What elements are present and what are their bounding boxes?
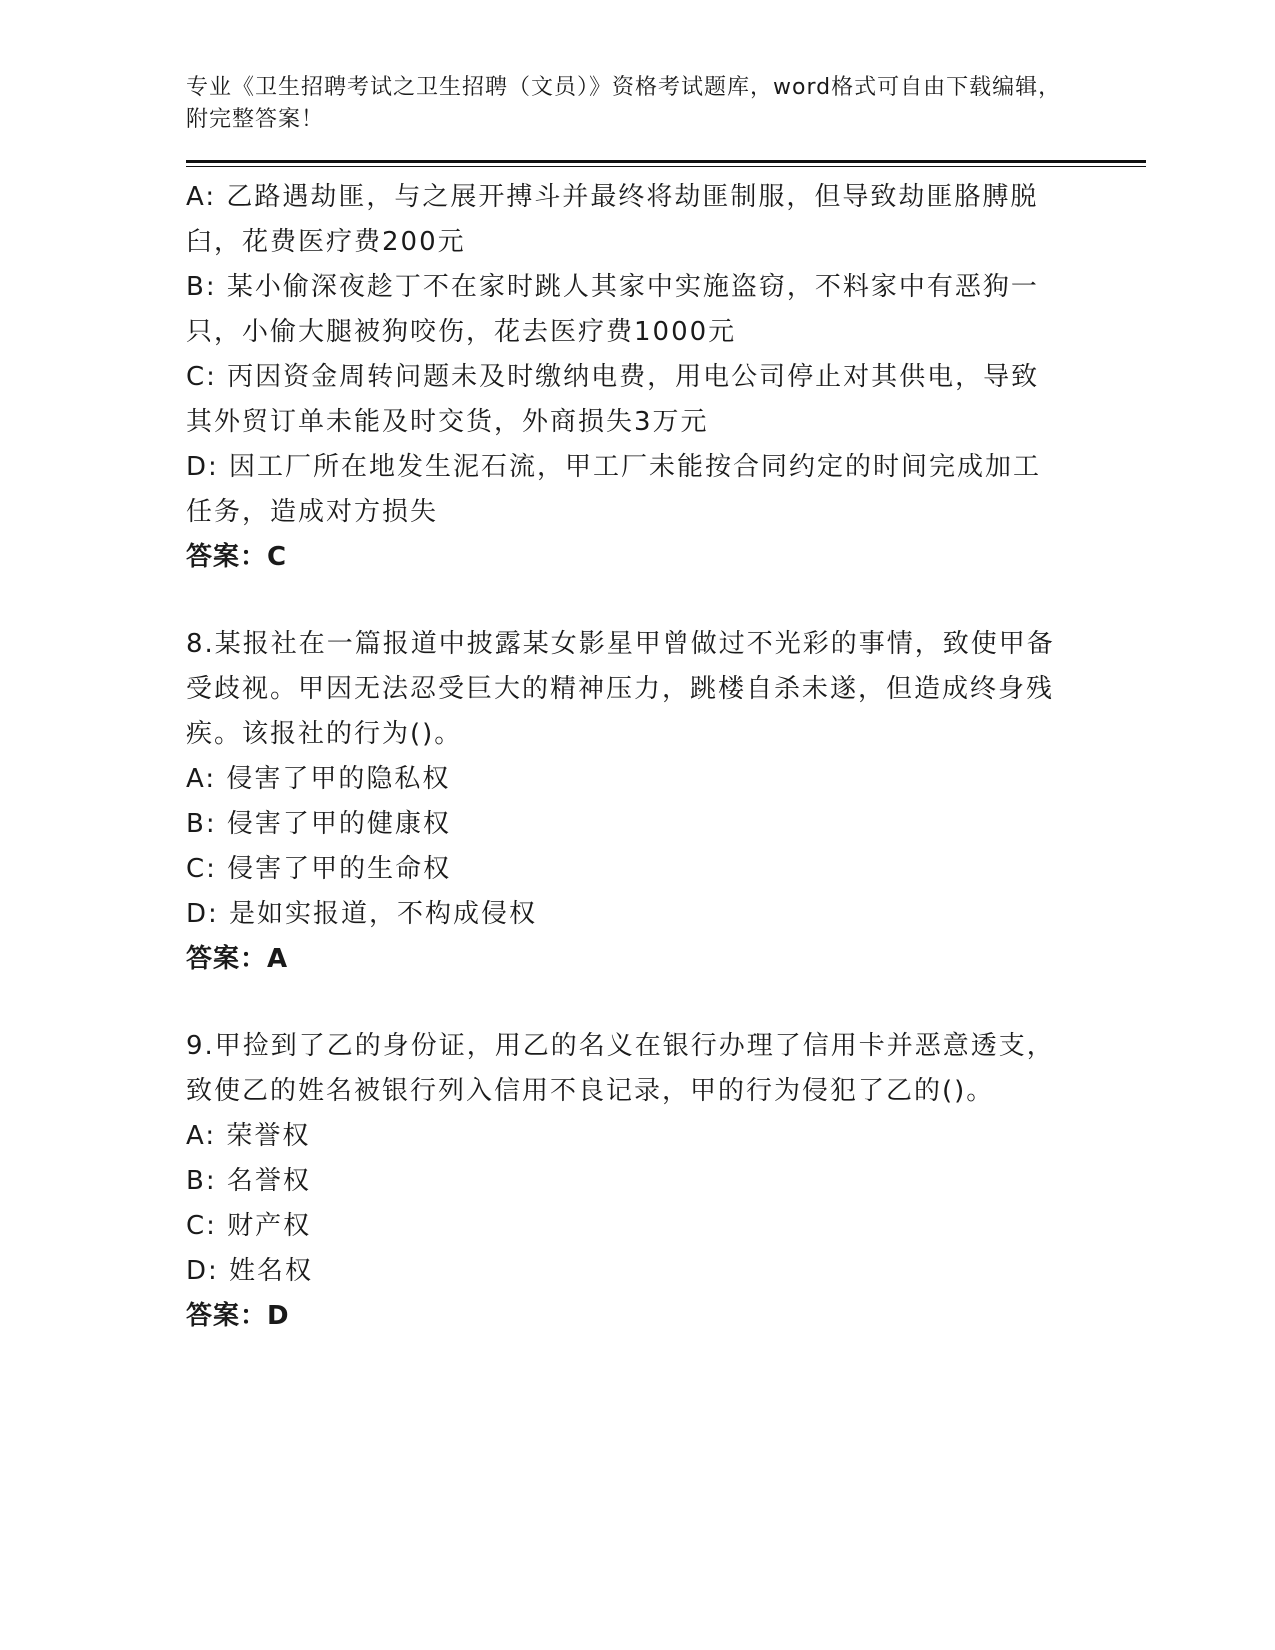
option-d: D: 是如实报道，不构成侵权	[186, 899, 538, 929]
answer: 答案：C	[186, 542, 288, 572]
option-c: C: 侵害了甲的生命权	[186, 854, 452, 884]
answer: 答案：A	[186, 944, 289, 974]
question-9	[186, 1024, 1066, 1339]
answer: 答案：D	[186, 1301, 290, 1331]
option-a: A: 侵害了甲的隐私权	[186, 764, 451, 794]
option-b: B: 侵害了甲的健康权	[186, 809, 451, 839]
option-a: A: 荣誉权	[186, 1121, 311, 1151]
option-b: B: 某小偷深夜趁丁不在家时跳人其家中实施盗窃，不料家中有恶狗一只，小偷大腿被狗咬伤，花去医疗费1000元	[186, 272, 1039, 347]
option-d: D: 姓名权	[186, 1256, 314, 1286]
document-header: 专业《卫生招聘考试之卫生招聘（文员）》资格考试题库，word格式可自由下载编辑，附完整答案！	[186, 75, 1062, 132]
option-a: A: 乙路遇劫匪，与之展开搏斗并最终将劫匪制服，但导致劫匪胳膊脱臼，花费医疗费200元	[186, 182, 1039, 257]
header-divider	[186, 160, 1146, 167]
option-c: C: 丙因资金周转问题未及时缴纳电费，用电公司停止对其供电，导致其外贸订单未能及时交货，外商损失3万元	[186, 362, 1040, 437]
question-8	[186, 622, 1066, 982]
option-d: D: 因工厂所在地发生泥石流，甲工厂未能按合同约定的时间完成加工任务，造成对方损失	[186, 452, 1042, 527]
divider-thin-line	[186, 166, 1146, 167]
divider-thick-line	[186, 160, 1146, 163]
question-stem: 9.甲捡到了乙的身份证，用乙的名义在银行办理了信用卡并恶意透支，致使乙的姓名被银行列入信用不良记录，甲的行为侵犯了乙的()。	[186, 1031, 1055, 1106]
option-b: B: 名誉权	[186, 1166, 311, 1196]
question-stem: 8.某报社在一篇报道中披露某女影星甲曾做过不光彩的事情，致使甲备受歧视。甲因无法忍受巨大的精神压力，跳楼自杀未遂，但造成终身残疾。该报社的行为()。	[186, 629, 1055, 749]
document-page	[186, 72, 1146, 1339]
question-7	[186, 175, 1066, 580]
option-c: C: 财产权	[186, 1211, 312, 1241]
question-list	[186, 175, 1066, 1339]
